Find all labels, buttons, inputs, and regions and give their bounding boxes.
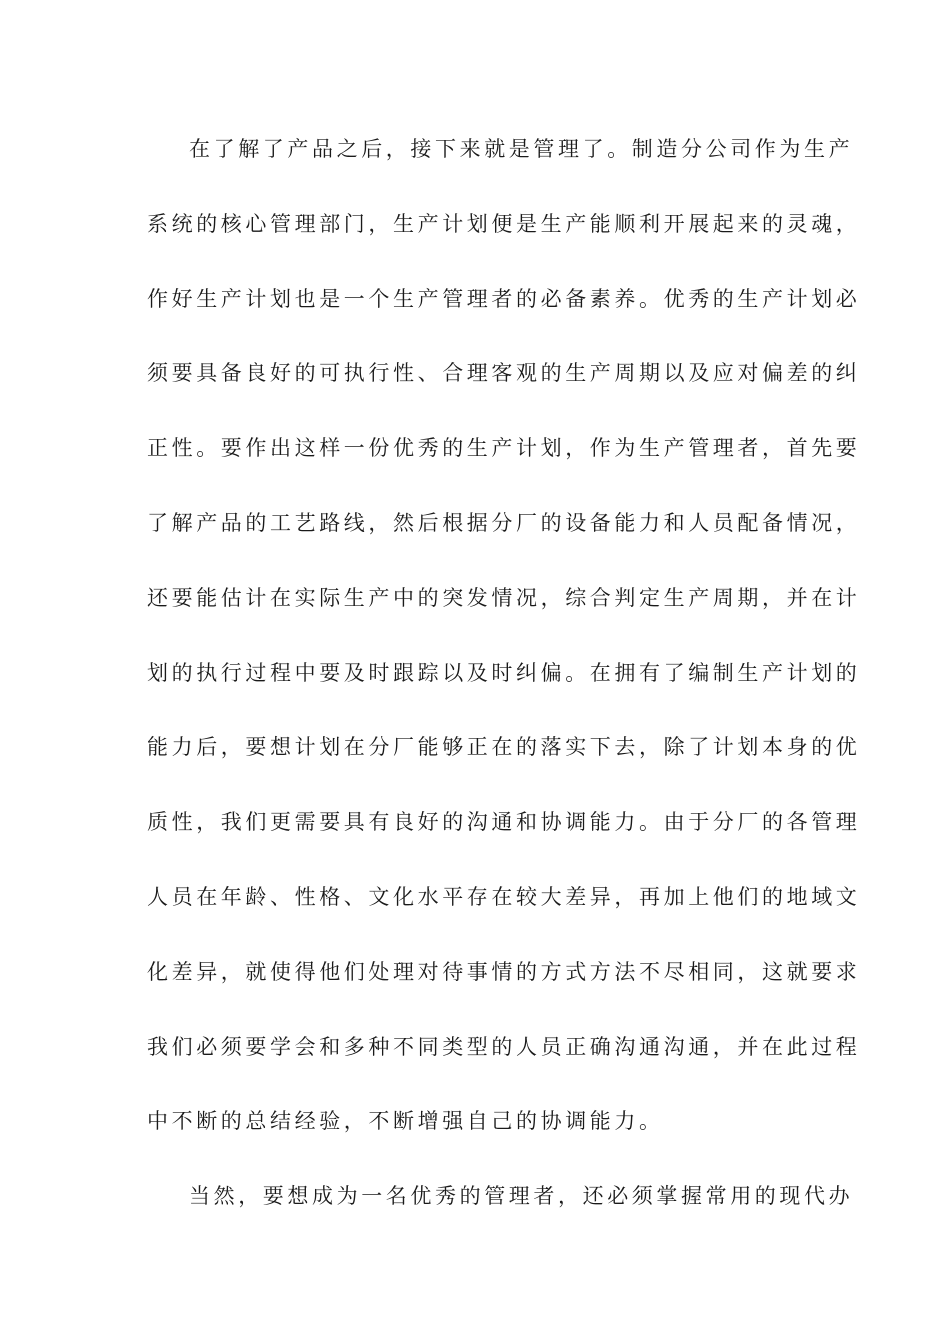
paragraph-1-line-3: 作好生产计划也是一个生产管理者的必备素养。优秀的生产计划必 (147, 286, 861, 311)
paragraph-1-line-2: 系统的核心管理部门，生产计划便是生产能顺利开展起来的灵魂， (147, 211, 861, 236)
paragraph-1-line-5: 正性。要作出这样一份优秀的生产计划，作为生产管理者，首先要 (147, 436, 861, 461)
paragraph-1-line-10: 质性，我们更需要具有良好的沟通和协调能力。由于分厂的各管理 (147, 810, 861, 835)
body-text (147, 127, 861, 1249)
paragraph-1-line-4: 须要具备良好的可执行性、合理客观的生产周期以及应对偏差的纠 (147, 361, 861, 386)
paragraph-1-line-9: 能力后，要想计划在分厂能够正在的落实下去，除了计划本身的优 (147, 735, 861, 760)
paragraph-1-line-12: 化差异，就使得他们处理对待事情的方式方法不尽相同，这就要求 (147, 959, 861, 984)
paragraph-1-line-6: 了解产品的工艺路线，然后根据分厂的设备能力和人员配备情况， (147, 510, 861, 535)
paragraph-1-line-11: 人员在年龄、性格、文化水平存在较大差异，再加上他们的地域文 (147, 884, 861, 909)
paragraph-1-line-14: 中不断的总结经验，不断增强自己的协调能力。 (147, 1109, 664, 1134)
paragraph-1-line-7: 还要能估计在实际生产中的突发情况，综合判定生产周期，并在计 (147, 585, 861, 610)
paragraph-1-line-13: 我们必须要学会和多种不同类型的人员正确沟通沟通，并在此过程 (147, 1034, 861, 1059)
paragraph-1-line-1: 在了解了产品之后，接下来就是管理了。制造分公司作为生产 (189, 137, 854, 161)
paragraph-2-line-1: 当然，要想成为一名优秀的管理者，还必须掌握常用的现代办 (189, 1184, 854, 1209)
paragraph-1-line-8: 划的执行过程中要及时跟踪以及时纠偏。在拥有了编制生产计划的 (147, 660, 861, 685)
